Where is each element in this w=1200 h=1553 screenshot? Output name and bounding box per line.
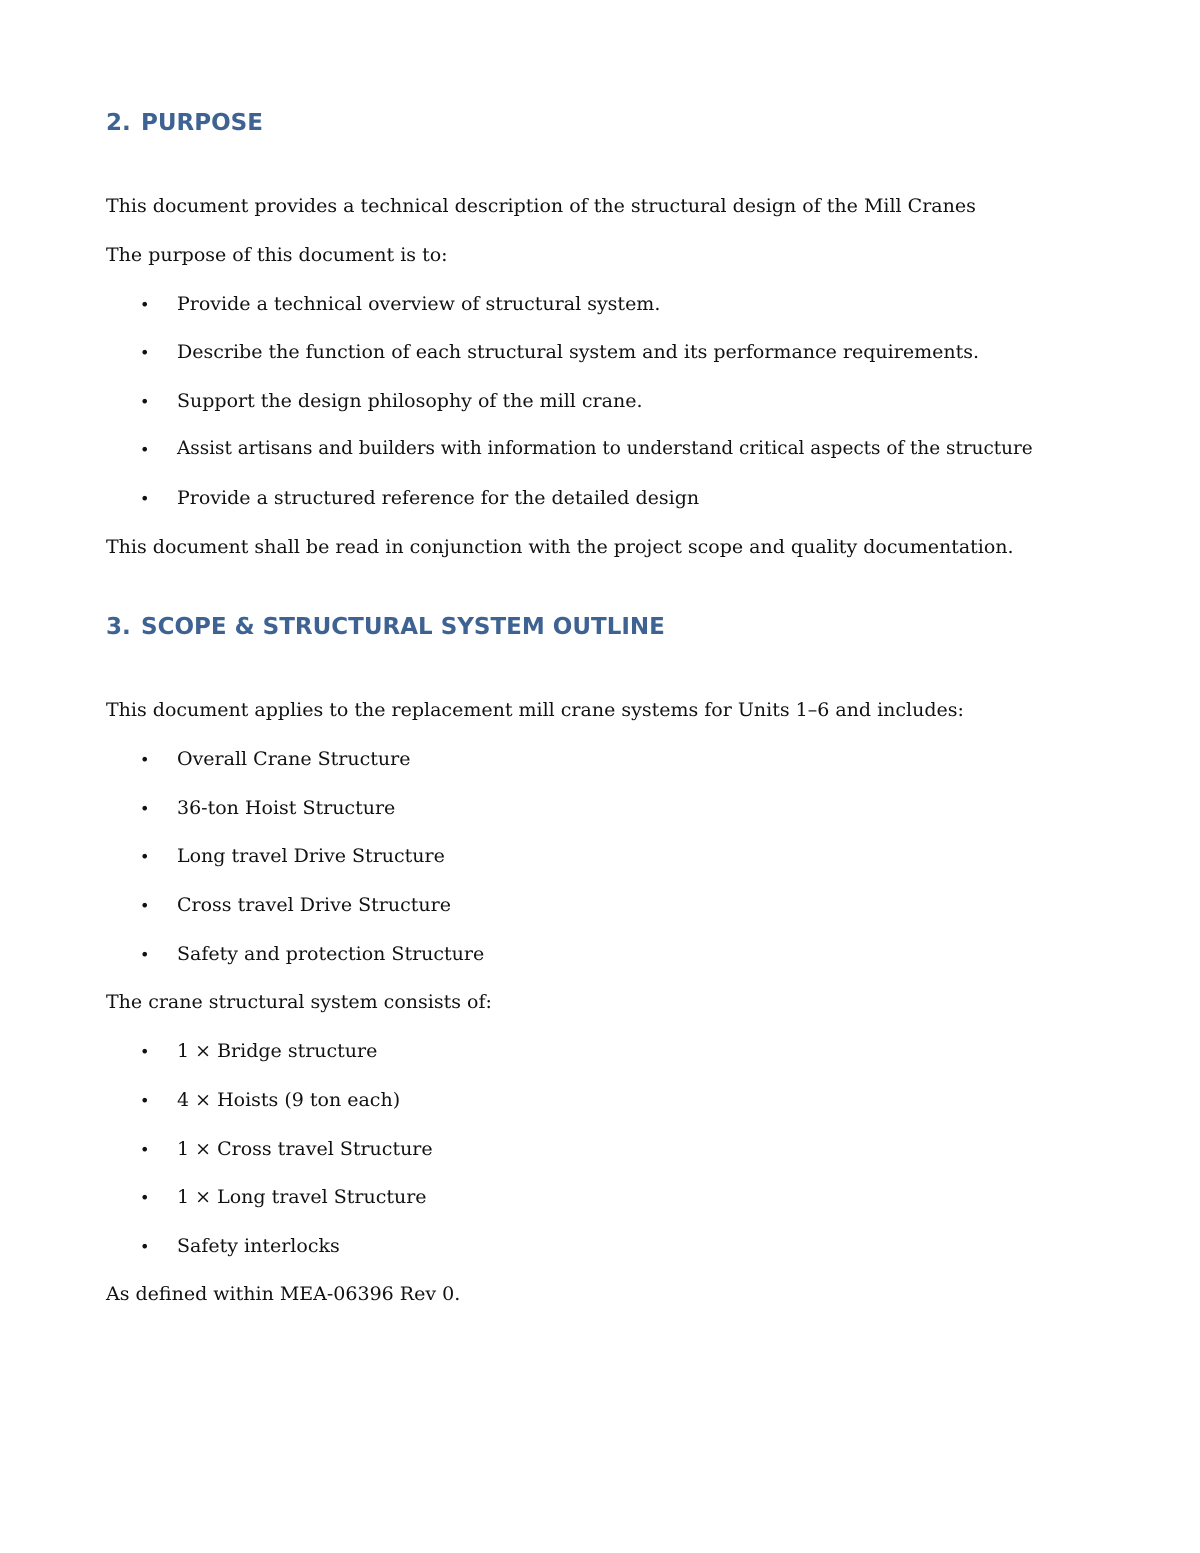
bullet-icon: • xyxy=(140,1237,150,1256)
list-item-text: 36-ton Hoist Structure xyxy=(177,797,396,819)
purpose-lead: The purpose of this document is to: xyxy=(106,244,448,266)
scope-closing: As defined within MEA-06396 Rev 0. xyxy=(106,1283,461,1305)
bullet-icon: • xyxy=(140,896,150,915)
list-item-text: Support the design philosophy of the mill crane. xyxy=(177,390,643,412)
list-item-text: Long travel Drive Structure xyxy=(177,845,445,867)
bullet-icon: • xyxy=(140,1042,150,1061)
bullet-icon: • xyxy=(140,847,150,866)
section-number: 2. xyxy=(106,110,131,136)
list-item-text: 4 × Hoists (9 ton each) xyxy=(177,1089,401,1111)
bullet-icon: • xyxy=(140,1091,150,1110)
list-item-text: 1 × Bridge structure xyxy=(177,1040,378,1062)
bullet-icon: • xyxy=(140,343,150,362)
bullet-icon: • xyxy=(140,489,150,508)
section-title: SCOPE & STRUCTURAL SYSTEM OUTLINE xyxy=(141,614,665,640)
section-number: 3. xyxy=(106,614,131,640)
bullet-icon: • xyxy=(140,440,150,459)
section-heading-purpose xyxy=(106,112,263,135)
bullet-icon: • xyxy=(140,1140,150,1159)
scope-consists-lead: The crane structural system consists of: xyxy=(106,991,492,1013)
bullet-icon: • xyxy=(140,799,150,818)
list-item-text: Safety and protection Structure xyxy=(177,943,485,965)
list-item-text: Overall Crane Structure xyxy=(177,748,411,770)
bullet-icon: • xyxy=(140,295,150,314)
list-item-text: Assist artisans and builders with information to understand critical aspects of the structure xyxy=(177,438,1033,459)
section-title: PURPOSE xyxy=(141,110,263,136)
section-heading-scope xyxy=(106,616,665,639)
bullet-icon: • xyxy=(140,945,150,964)
purpose-intro: This document provides a technical description of the structural design of the Mill Cranes xyxy=(106,195,976,217)
bullet-icon: • xyxy=(140,392,150,411)
list-item-text: Provide a structured reference for the detailed design xyxy=(177,487,700,509)
list-item-text: 1 × Long travel Structure xyxy=(177,1186,427,1208)
bullet-icon: • xyxy=(140,750,150,769)
list-item-text: Cross travel Drive Structure xyxy=(177,894,451,916)
scope-intro: This document applies to the replacement mill crane systems for Units 1–6 and includes: xyxy=(106,699,964,721)
purpose-closing: This document shall be read in conjunction with the project scope and quality documentation. xyxy=(106,536,1014,558)
list-item-text: 1 × Cross travel Structure xyxy=(177,1138,433,1160)
list-item-text: Safety interlocks xyxy=(177,1235,340,1257)
list-item-text: Provide a technical overview of structural system. xyxy=(177,293,661,315)
list-item-text: Describe the function of each structural system and its performance requirements. xyxy=(177,341,979,363)
bullet-icon: • xyxy=(140,1188,150,1207)
